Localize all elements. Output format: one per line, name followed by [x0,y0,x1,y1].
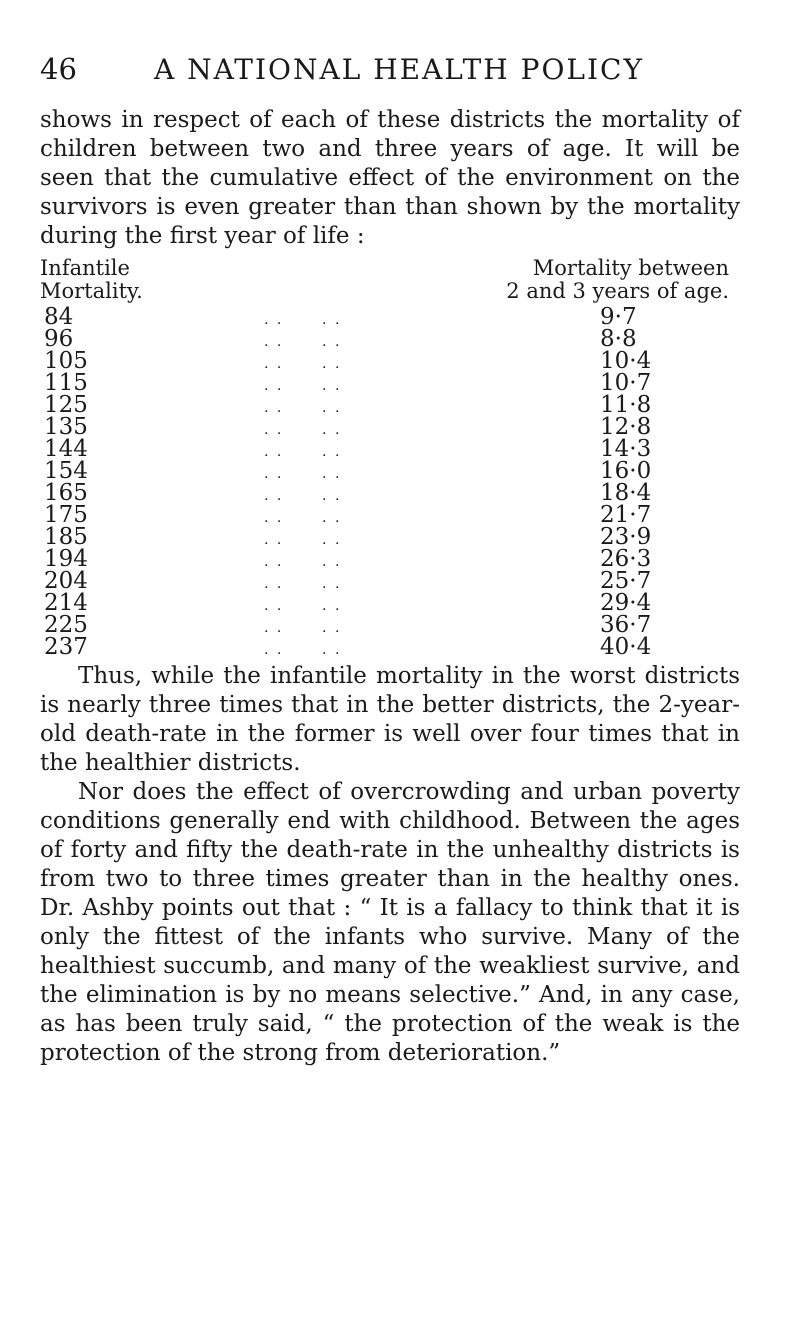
infantile-mortality-value: 194 [44,546,88,572]
two-to-three-mortality-value: 8·8 [600,326,637,352]
table-row [40,458,740,484]
two-to-three-mortality-value: 25·7 [600,568,652,594]
dot-leader: . . . . [264,312,342,328]
infantile-mortality-value: 125 [44,392,88,418]
two-to-three-header-line2: 2 and 3 years of age. [506,279,729,303]
infantile-mortality-header [40,257,260,303]
table-row [40,612,740,638]
two-to-three-mortality-value: 21·7 [600,502,652,528]
dot-leader: . . . . [264,598,342,614]
dot-leader: . . . . [264,356,342,372]
two-to-three-mortality-value: 10·7 [600,370,652,396]
infantile-mortality-value: 96 [44,326,74,352]
dot-leader: . . . . [264,642,342,658]
table-row [40,524,740,550]
paragraph-2: Thus, while the infantile mortality in the worst districts is nearly three times that in the better districts, the 2-year-old death-rate in the former is well over four times that in the healthier districts. [40,663,740,776]
infantile-mortality-value: 214 [44,590,88,616]
infantile-mortality-value: 115 [44,370,88,396]
dot-leader: . . . . [264,422,342,438]
paragraph-3: Nor does the effect of overcrowding and urban poverty conditions generally end with childhood. Between the ages of forty and fifty the death-rate in the unhealthy districts is from two to three times greater than in the healthy ones. Dr. Ashby points out that : “ It is a fallacy to think that it is only the fittest of the infants who survive. Many of the healthiest succumb, and many of the weakliest survive, and the elimination is by no means selective.” And, in any case, as has been truly said, “ the protection of the weak is the protection of the strong from deterioration.” [40,779,740,1066]
dot-leader: . . . . [264,378,342,394]
dot-leader: . . . . [264,620,342,636]
table-row [40,502,740,528]
page-header [40,52,740,106]
dot-leader: . . . . [264,466,342,482]
infantile-mortality-value: 84 [44,304,74,330]
table-row [40,326,740,352]
dot-leader: . . . . [264,554,342,570]
dot-leader: . . . . [264,510,342,526]
infantile-mortality-value: 185 [44,524,88,550]
table-header [40,257,740,303]
infantile-header-line1: Infantile [40,256,130,280]
dot-leader: . . . . [264,576,342,592]
dot-leader: . . . . [264,488,342,504]
two-to-three-mortality-value: 10·4 [600,348,652,374]
book-page [40,52,740,1068]
table-row [40,304,740,330]
dot-leader: . . . . [264,532,342,548]
two-to-three-mortality-value: 16·0 [600,458,652,484]
two-to-three-mortality-value: 11·8 [600,392,652,418]
table-row [40,392,740,418]
table-row [40,414,740,440]
table-row [40,436,740,462]
infantile-mortality-value: 237 [44,634,88,660]
infantile-header-line2: Mortality. [40,279,143,303]
two-to-three-mortality-value: 14·3 [600,436,652,462]
infantile-mortality-value: 165 [44,480,88,506]
intro-paragraph: shows in respect of each of these districts the mortality of children between two and three years of age. It will be seen that the cumulative effect of the environment on the survivors is even greater than than shown by the mortality during the first year of life : [40,107,740,249]
two-to-three-mortality-value: 26·3 [600,546,652,572]
two-to-three-mortality-value: 40·4 [600,634,652,660]
two-to-three-mortality-value: 9·7 [600,304,637,330]
table-row [40,568,740,594]
dot-leader: . . . . [264,334,342,350]
infantile-mortality-value: 225 [44,612,88,638]
table-row [40,546,740,572]
table-row [40,348,740,374]
two-to-three-mortality-value: 18·4 [600,480,652,506]
dot-leader: . . . . [264,400,342,416]
table-row [40,590,740,616]
table-body [40,304,740,660]
table-row [40,370,740,396]
infantile-mortality-value: 144 [44,436,88,462]
mortality-table [40,256,740,660]
infantile-mortality-value: 135 [44,414,88,440]
infantile-mortality-value: 105 [44,348,88,374]
two-to-three-mortality-value: 36·7 [600,612,652,638]
two-to-three-header-line1: Mortality between [532,256,729,280]
two-to-three-mortality-value: 12·8 [600,414,652,440]
page-number: 46 [40,52,77,86]
infantile-mortality-value: 154 [44,458,88,484]
table-row [40,480,740,506]
infantile-mortality-value: 204 [44,568,88,594]
infantile-mortality-value: 175 [44,502,88,528]
two-to-three-mortality-value: 23·9 [600,524,652,550]
table-row [40,634,740,660]
dot-leader: . . . . [264,444,342,460]
running-title: A NATIONAL HEALTH POLICY [154,53,644,86]
two-to-three-mortality-value: 29·4 [600,590,652,616]
two-to-three-header [469,257,740,303]
